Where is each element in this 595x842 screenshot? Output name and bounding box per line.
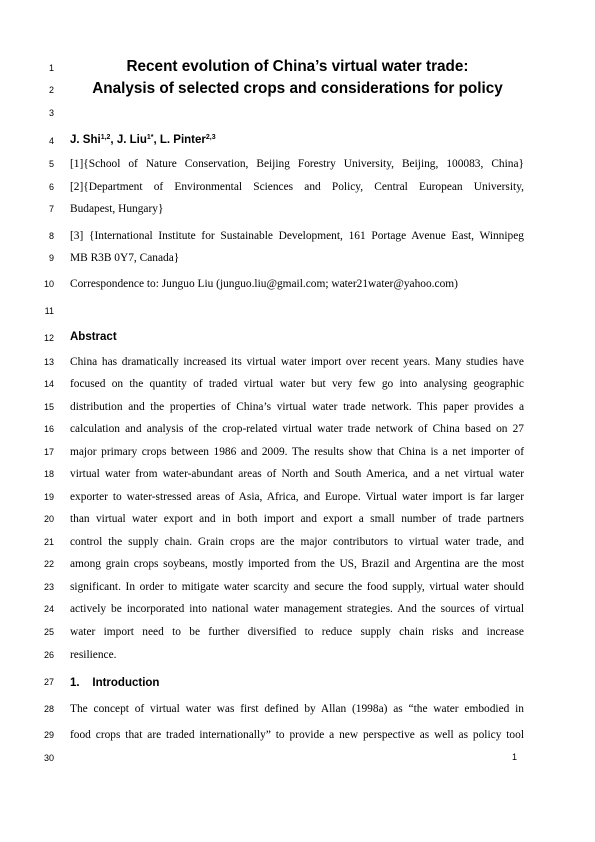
line-number: 2	[48, 85, 54, 95]
line-number: 29	[43, 730, 54, 740]
author-name: J. Liu	[116, 134, 147, 146]
affiliation-2-cont: Budapest, Hungary}	[70, 203, 164, 215]
line-number: 16	[43, 424, 54, 434]
line-number: 27	[43, 677, 54, 687]
line-number: 10	[43, 279, 54, 289]
author-affiliation-mark: 1,2	[100, 134, 111, 141]
affiliation-3: [3] {International Institute for Sustainable Development, 161 Portage Avenue East, Winnipeg	[70, 230, 524, 242]
line-number: 11	[44, 306, 54, 316]
correspondence: Correspondence to: Junguo Liu (junguo.liu@gmail.com; water21water@yahoo.com)	[70, 278, 458, 290]
line-number: 19	[43, 492, 54, 502]
line-number: 12	[43, 333, 54, 343]
line-number: 8	[48, 231, 54, 241]
line-number: 1	[48, 63, 54, 73]
line-number: 18	[43, 469, 54, 479]
author-affiliation-mark: 2,3	[205, 134, 216, 141]
line-number: 25	[43, 627, 54, 637]
abstract-line: distribution and the properties of China’s virtual water trade network. This paper provides a	[70, 401, 524, 413]
body-line: The concept of virtual water was first defined by Allan (1998a) as “the water embodied in	[70, 703, 524, 715]
author-list: J. Shi$^{1,2}$, J. Liu$^{1*}$, L. Pinter$^{2,3}$	[70, 134, 216, 146]
line-number: 20	[43, 514, 54, 524]
line-number: 9	[48, 253, 54, 263]
abstract-line: than virtual water export and in both import and export a small number of trade partners	[70, 513, 524, 525]
affiliation-2: [2]{Department of Environmental Sciences and Policy, Central European University,	[70, 181, 524, 193]
abstract-line: water import need to be further diversified to reduce supply chain risks and increase	[70, 626, 524, 638]
abstract-line: exporter to water-stressed areas of Asia, Africa, and Europe. Virtual water import is far larger	[70, 491, 524, 503]
line-number: 14	[43, 379, 54, 389]
line-number: 13	[43, 357, 54, 367]
line-number: 4	[48, 136, 54, 146]
abstract-heading: Abstract	[70, 331, 117, 343]
line-number: 28	[43, 704, 54, 714]
paper-title-line-2: Analysis of selected crops and considerations for policy	[92, 80, 503, 97]
author-affiliation-mark: 1*	[146, 134, 154, 141]
affiliation-3-cont: MB R3B 0Y7, Canada}	[70, 252, 180, 264]
line-number: 22	[43, 559, 54, 569]
abstract-line: China has dramatically increased its virtual water import over recent years. Many studies have	[70, 356, 524, 368]
line-number: 26	[43, 650, 54, 660]
line-number: 30	[43, 753, 54, 763]
abstract-line: significant. In order to mitigate water scarcity and secure the food supply, virtual water should	[70, 581, 524, 593]
abstract-line: calculation and analysis of the crop-related virtual water trade network of China based on 27	[70, 423, 524, 435]
body-line: food crops that are traded internationally” to provide a new perspective as well as policy tool	[70, 729, 524, 741]
abstract-line: major primary crops between 1986 and 2009. The results show that China is a net importer of	[70, 446, 524, 458]
author-name: L. Pinter	[159, 134, 206, 146]
section-title: Introduction	[92, 677, 160, 689]
line-number: 17	[43, 447, 54, 457]
section-number: 1.	[70, 677, 80, 689]
line-number: 15	[43, 402, 54, 412]
abstract-line: resilience.	[70, 649, 117, 661]
line-number: 21	[43, 537, 54, 547]
line-number: 5	[48, 159, 54, 169]
line-number: 23	[43, 582, 54, 592]
abstract-line: actively be incorporated into national water management strategies. And the sources of virtual	[70, 603, 524, 615]
line-number: 7	[48, 204, 54, 214]
abstract-line: among grain crops soybeans, mostly imported from the US, Brazil and Argentina are the most	[70, 558, 524, 570]
line-number: 3	[48, 108, 54, 118]
paper-title-line-1: Recent evolution of China’s virtual water trade:	[126, 58, 469, 75]
abstract-line: control the supply chain. Grain crops are the major contributors to virtual water trade, and	[70, 536, 524, 548]
affiliation-1: [1]{School of Nature Conservation, Beijing Forestry University, Beijing, 100083, China}	[70, 158, 524, 170]
line-number: 6	[48, 182, 54, 192]
line-number: 24	[43, 604, 54, 614]
section-heading-introduction	[70, 676, 524, 690]
author-name: J. Shi	[70, 134, 101, 146]
abstract-line: virtual water from water-abundant areas of North and South America, and a net virtual water	[70, 468, 524, 480]
page-number: 1	[512, 752, 518, 762]
abstract-line: focused on the quantity of traded virtual water but very few go into analysing geographic	[70, 378, 524, 390]
